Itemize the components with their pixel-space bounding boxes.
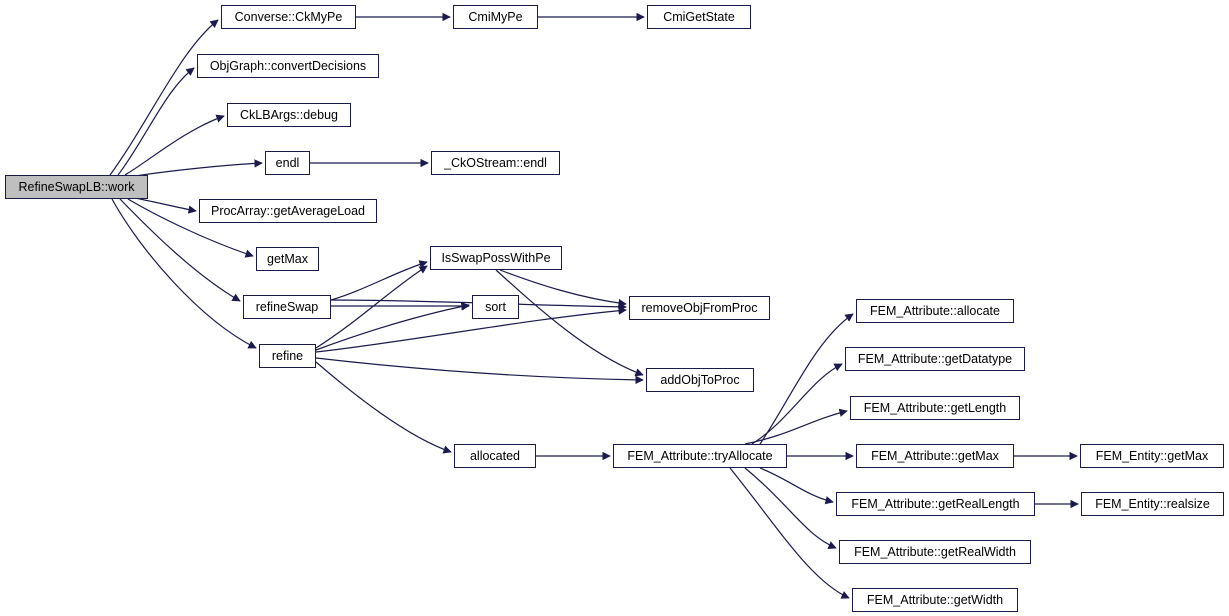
node-label: IsSwapPossWithPe <box>441 250 551 265</box>
node-refineswap[interactable] <box>243 295 331 319</box>
node-procarray-getaverageload[interactable] <box>199 199 377 223</box>
node-fem-attribute-getdatatype[interactable] <box>845 347 1025 371</box>
node-label: FEM_Attribute::getRealWidth <box>854 544 1016 559</box>
node-fem-entity-getmax[interactable] <box>1080 444 1224 468</box>
node-endl[interactable] <box>265 151 310 175</box>
node-getmax[interactable] <box>256 247 319 271</box>
node-label: ObjGraph::convertDecisions <box>209 58 367 73</box>
node-cklbargs-debug[interactable] <box>227 103 351 127</box>
node-label: FEM_Entity::realsize <box>1095 496 1210 511</box>
node-label: endl <box>275 155 300 170</box>
node-objgraph-convertdecisions[interactable] <box>197 54 379 78</box>
node-addobjtoproc[interactable] <box>646 368 754 392</box>
node-label: removeObjFromProc <box>641 300 758 315</box>
node-fem-attribute-getreallength[interactable] <box>836 492 1035 516</box>
node-label: FEM_Attribute::getRealLength <box>851 496 1020 511</box>
node-refine[interactable] <box>259 344 316 368</box>
node-label: allocated <box>469 448 521 463</box>
node-label: CmiMyPe <box>468 9 523 24</box>
node-label: Converse::CkMyPe <box>234 9 343 24</box>
node-label: FEM_Entity::getMax <box>1095 448 1209 463</box>
node-fem-attribute-getmax[interactable] <box>856 444 1014 468</box>
node-refineswaplb-work[interactable] <box>5 175 148 199</box>
node-label: ProcArray::getAverageLoad <box>210 203 366 218</box>
node-label: CkLBArgs::debug <box>240 107 338 122</box>
node-label: FEM_Attribute::getLength <box>863 400 1007 415</box>
node-label: RefineSwapLB::work <box>18 179 135 194</box>
node-label: getMax <box>267 251 308 266</box>
node-ckostream-endl[interactable] <box>431 151 560 175</box>
node-allocated[interactable] <box>454 444 536 468</box>
node-label: FEM_Attribute::getDatatype <box>857 351 1013 366</box>
node-removeobjfromproc[interactable] <box>629 296 770 320</box>
node-label: FEM_Attribute::getWidth <box>866 592 1004 607</box>
node-label: addObjToProc <box>660 372 740 387</box>
node-label: FEM_Attribute::getMax <box>871 448 999 463</box>
node-label: CmiGetState <box>663 9 735 24</box>
node-fem-entity-realsize[interactable] <box>1081 492 1224 516</box>
node-converse-ckmype[interactable] <box>221 5 356 29</box>
node-fem-attribute-getrealwidth[interactable] <box>839 540 1031 564</box>
node-fem-attribute-getwidth[interactable] <box>852 588 1018 612</box>
node-label: FEM_Attribute::tryAllocate <box>627 448 773 463</box>
node-cmimype[interactable] <box>453 5 538 29</box>
node-label: _CkOStream::endl <box>444 155 547 170</box>
node-sort[interactable] <box>472 295 519 319</box>
node-fem-attribute-getlength[interactable] <box>850 396 1020 420</box>
node-label: refine <box>271 348 304 363</box>
node-label: refineSwap <box>255 299 319 314</box>
node-fem-attribute-tryallocate[interactable] <box>613 444 787 468</box>
node-fem-attribute-allocate[interactable] <box>856 299 1014 323</box>
node-label: sort <box>485 299 506 314</box>
node-label: FEM_Attribute::allocate <box>870 303 1000 318</box>
node-isswapposswithpe[interactable] <box>430 246 562 270</box>
node-cmigetstate[interactable] <box>647 5 751 29</box>
